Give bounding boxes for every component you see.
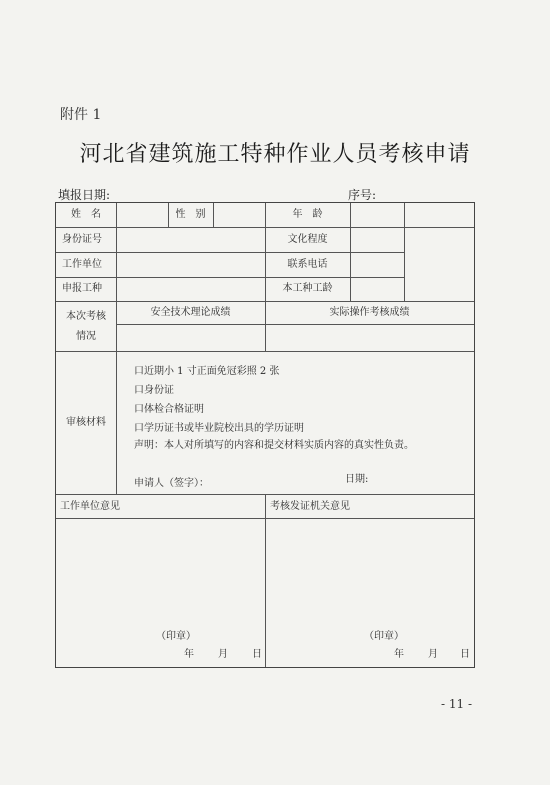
column-divider	[265, 494, 266, 667]
authority-opinion-label: 考核发证机关意见	[270, 501, 350, 512]
materials-label: 审核材料	[66, 417, 106, 428]
authority-day-label: 日	[460, 649, 470, 660]
material-item: 口体检合格证明	[134, 404, 204, 415]
serial-number-label: 序号:	[348, 188, 377, 202]
id-number-label: 身份证号	[62, 234, 102, 245]
exam-label-line2: 情况	[76, 331, 96, 342]
experience-label: 本工种工龄	[282, 283, 333, 294]
applicant-signature-label: 申请人（签字）：	[134, 478, 209, 489]
row-divider	[56, 351, 474, 352]
employer-day-label: 日	[252, 649, 262, 660]
page-title: 河北省建筑施工特种作业人员考核申请	[79, 142, 471, 167]
material-item: 口学历证书或毕业院校出具的学历证明	[134, 423, 304, 434]
name-label: 姓 名	[71, 209, 101, 220]
column-divider	[404, 203, 405, 301]
employer-label: 工作单位	[62, 259, 102, 270]
material-item: 口身份证	[134, 385, 174, 396]
education-label: 文化程度	[287, 234, 328, 245]
employer-month-label: 月	[218, 649, 228, 660]
row-divider	[56, 277, 404, 278]
column-divider	[213, 203, 214, 227]
age-label: 年 龄	[292, 209, 323, 220]
fill-date-label: 填报日期:	[58, 188, 111, 202]
practice-score-label: 实际操作考核成绩	[329, 307, 410, 318]
authority-month-label: 月	[428, 649, 438, 660]
applicant-date-label: 日期:	[345, 474, 369, 485]
employer-stamp-label: （印章）	[156, 631, 196, 642]
page-number: - 11 -	[440, 697, 472, 711]
column-divider	[116, 203, 117, 494]
employer-opinion-label: 工作单位意见	[60, 501, 120, 512]
row-divider	[56, 252, 404, 253]
row-divider	[116, 324, 474, 325]
gender-label: 性 别	[175, 209, 206, 220]
authority-stamp-label: （印章）	[364, 631, 404, 642]
column-divider	[350, 203, 351, 301]
application-form	[55, 202, 475, 668]
theory-score-label: 安全技术理论成绩	[150, 307, 231, 318]
material-item: 口近期小 1 寸正面免冠彩照 2 张	[134, 366, 280, 377]
job-type-label: 申报工种	[62, 283, 102, 294]
exam-label-line1: 本次考核	[66, 311, 106, 322]
authority-year-label: 年	[394, 649, 404, 660]
attachment-label: 附件 1	[60, 107, 102, 123]
phone-label: 联系电话	[287, 259, 328, 270]
employer-year-label: 年	[184, 649, 194, 660]
declaration-text: 声明：本人对所填写的内容和提交材料实质内容的真实性负责。	[134, 440, 414, 451]
